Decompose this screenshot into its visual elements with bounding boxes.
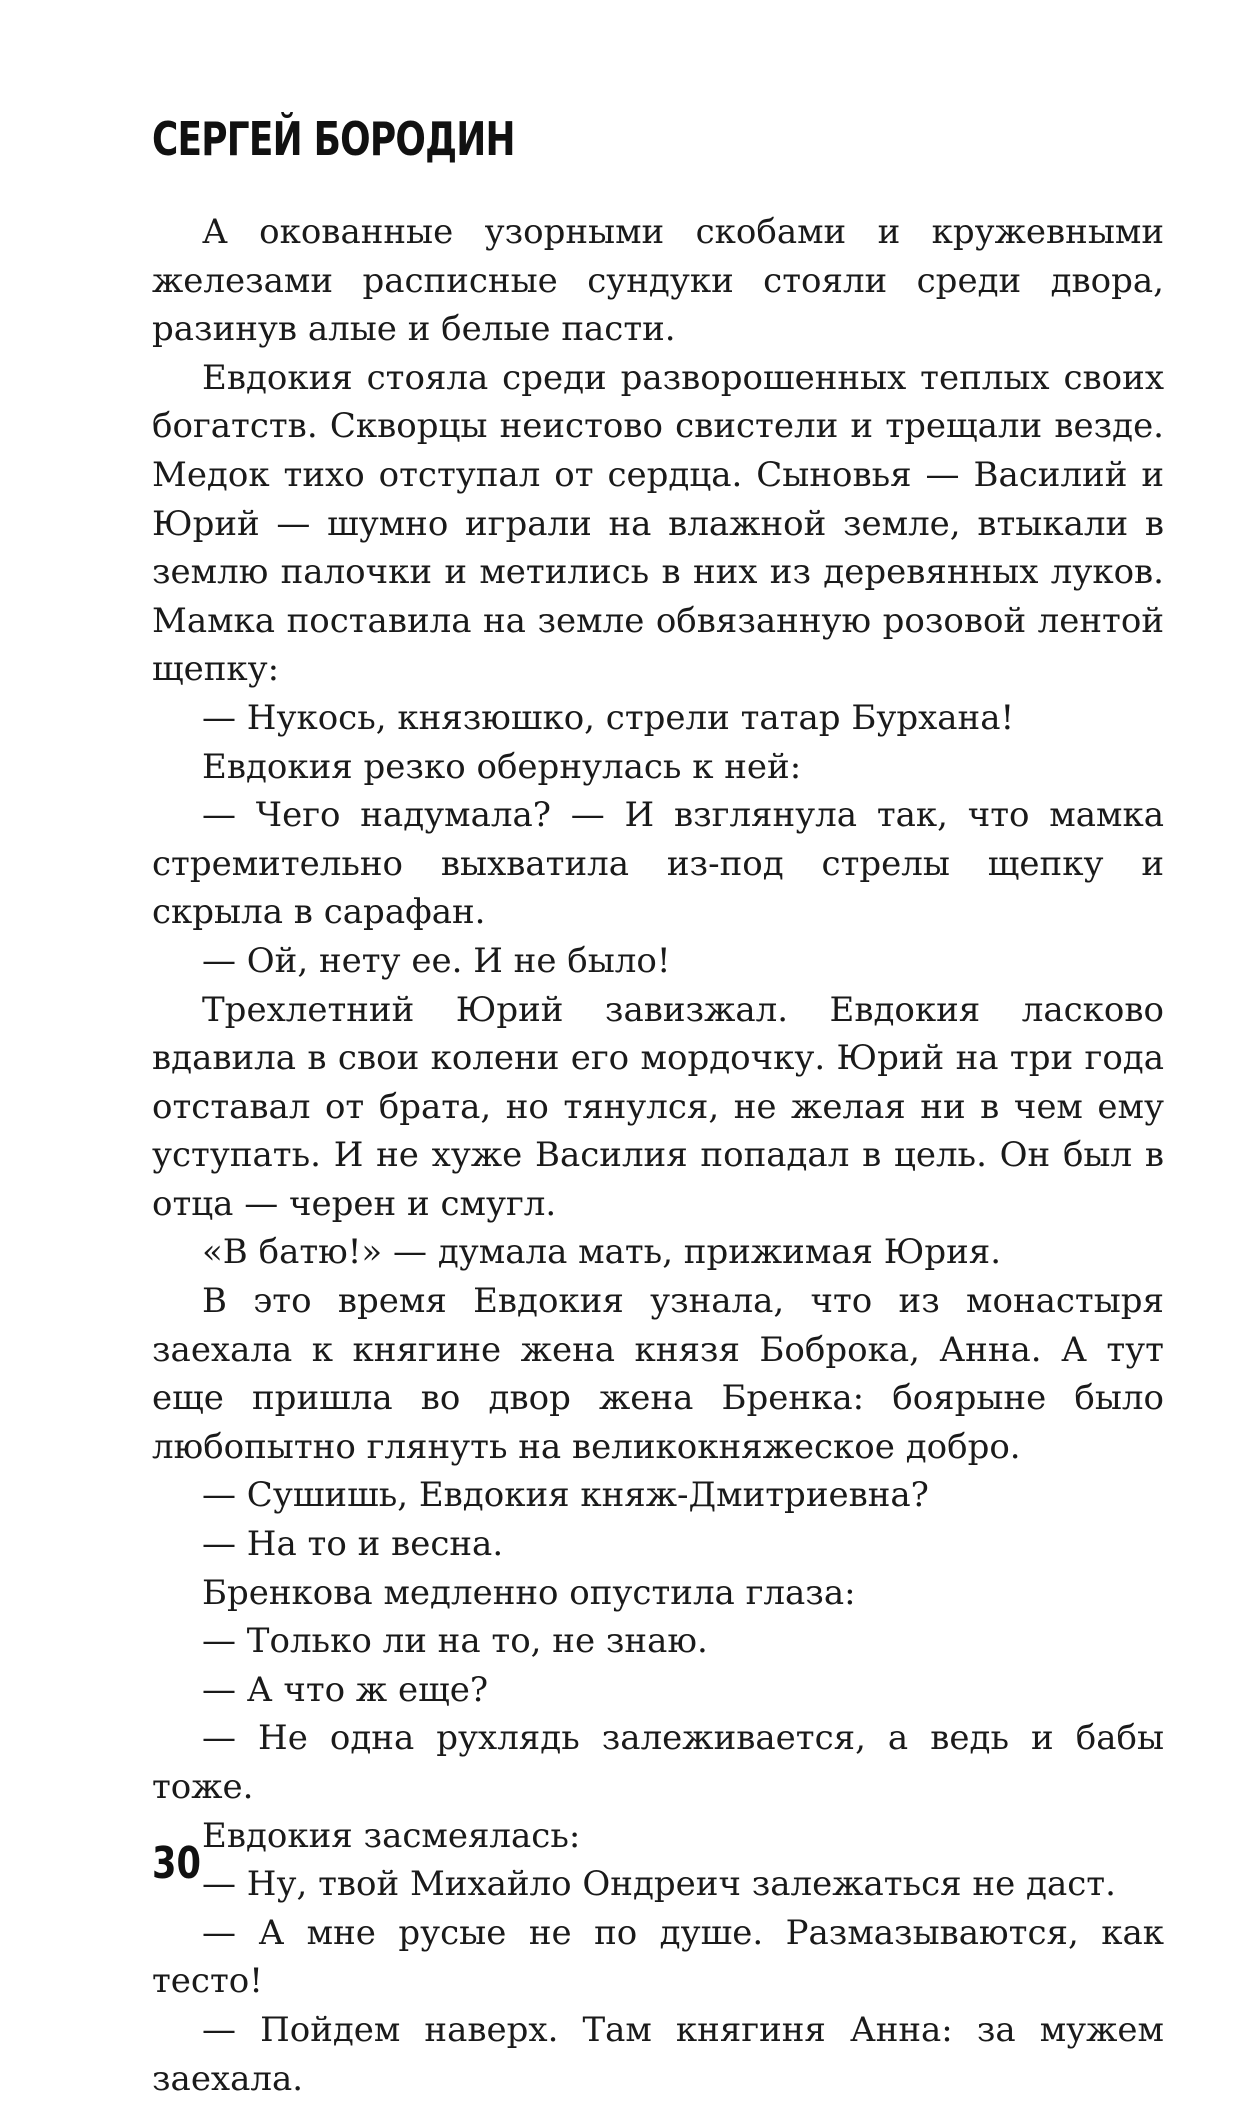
paragraph: Бренкова медленно опустила глаза: [202,1572,856,1613]
running-head-author: СЕРГЕЙ БОРОДИН [152,112,515,166]
dialogue-line: — Только ли на то, не знаю. [202,1621,708,1662]
paragraph: Трехлетний Юрий завизжал. Евдокия ласково вдавила в свои колени его мордочку. Юрий на три года отставал от брата, но тянулся, не желая ни в чем ему уступать. И не хуже Василия попадал в цель. Он был в отца — черен и смугл. [152,989,1164,1224]
dialogue-line: — Пойдем наверх. Там княгиня Анна: за мужем заехала. [152,2009,1164,2099]
dialogue-line: — Ну, твой Михайло Ондреич залежаться не даст. [202,1864,1116,1905]
paragraph: Евдокия засмеялась: [202,1815,581,1856]
paragraph: В это время Евдокия узнала, что из монастыря заехала к княгине жена князя Боброка, Анна. А тут еще пришла во двор жена Бренка: боярыне было любопытно глянуть на великокняжеское добро. [152,1281,1164,1467]
dialogue-line: — Чего надумала? — И взглянула так, что мамка стремительно выхватила из-под стрелы щепку и скрыла в сарафан. [152,795,1164,933]
dialogue-line: — Сушишь, Евдокия княж-Дмитриевна? [202,1475,929,1516]
dialogue-line: — Ой, нету ее. И не было! [202,940,671,981]
paragraph: Евдокия стояла среди разворошенных теплых своих богатств. Скворцы неистово свистели и трещали везде. Медок тихо отступал от сердца. Сыновья — Василий и Юрий — шумно играли на влажной земле, втыкали в землю палочки и метились в них из деревянных луков. Мамка поставила на земле обвязанную розовой лентой щепку: [152,357,1164,690]
paragraph: А окованные узорными скобами и кружевными железами расписные сундуки стояли среди двора, разинув алые и белые пасти. [152,212,1164,350]
dialogue-line: — На то и весна. [202,1524,504,1565]
page-number: 30 [152,1838,201,1889]
body-text [152,208,1164,2103]
paragraph: Евдокия резко обернулась к ней: [202,746,802,787]
dialogue-line: — Нукось, князюшко, стрели татар Бурхана! [202,697,1015,738]
paragraph: «В батю!» — думала мать, прижимая Юрия. [202,1232,1002,1273]
dialogue-line: — А мне русые не по душе. Размазываются, как тесто! [152,1912,1164,2002]
dialogue-line: — А что ж еще? [202,1669,489,1710]
dialogue-line: — Не одна рухлядь залеживается, а ведь и бабы тоже. [152,1718,1164,1807]
